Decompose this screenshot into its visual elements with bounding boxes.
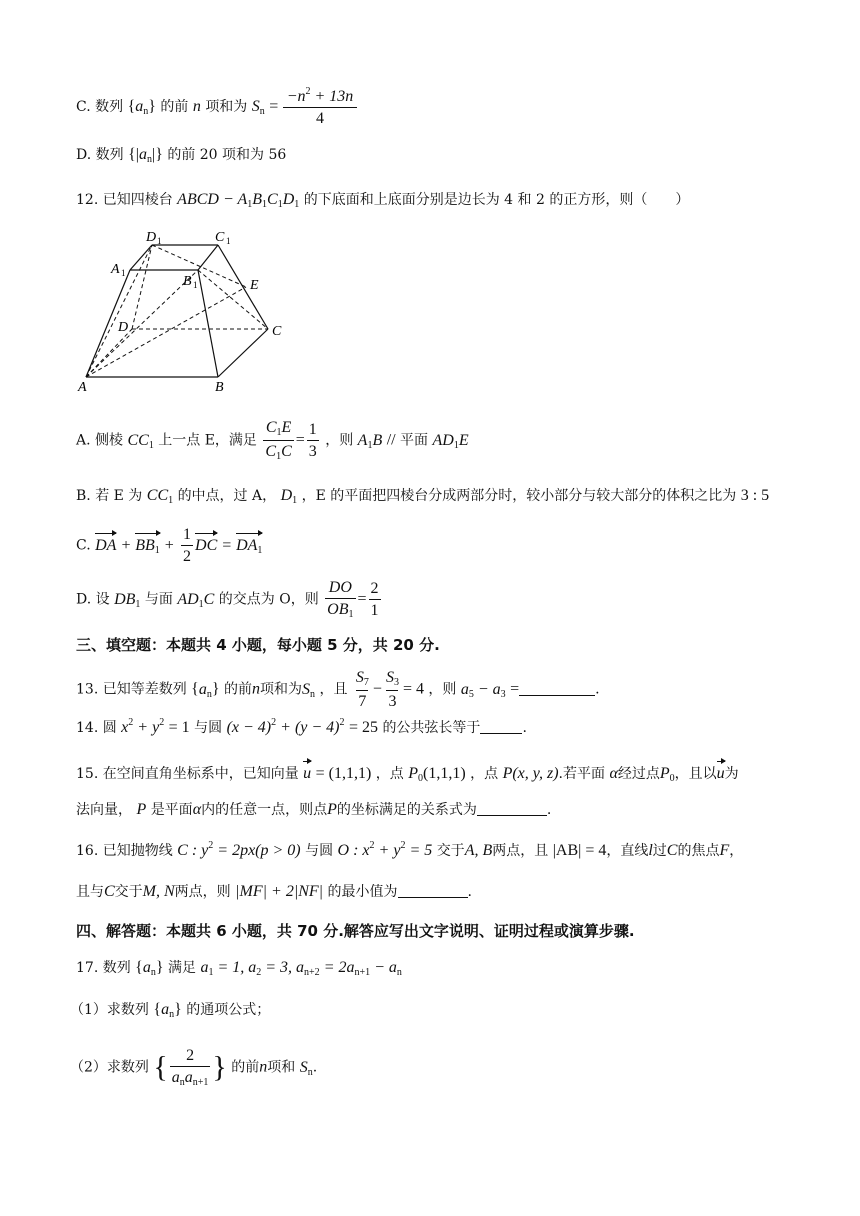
svg-text:1: 1	[226, 236, 231, 246]
q12-stem: 12. 已知四棱台 ABCD − $A_1B_1C_1D_1$ 的下底面和上底面分别是边长为 4 和 2 的正方形，则（ ）	[76, 191, 690, 210]
label-C1: C	[215, 230, 225, 245]
label-A1: A	[111, 262, 120, 277]
svg-text:1: 1	[121, 268, 126, 278]
q15-line-2: 法向量， P 是平面α内的任意一点，则点P的坐标满足的关系式为 .	[76, 801, 552, 818]
svg-text:1: 1	[193, 280, 198, 290]
q13-answer-blank[interactable]	[519, 695, 595, 696]
q12-option-c: C. DA + $BB_1$ + $\frac{1}{2}$ DC = $DA_1$	[76, 526, 263, 566]
q12-option-d: D. 设 $DB_1$ 与面 $AD_1C$ 的交点为 O，则 $\frac{DO}{OB_1}$ = $\frac{2}{1}$	[76, 579, 379, 621]
section-3-heading: 三、填空题：本题共 4 小题，每小题 5 分，共 20 分.	[76, 636, 440, 654]
q17-stem: 17. 数列 $\{a_n\}$ 满足 $a_1 = 1$, $a_2 = 3$, $a_{n+2} = 2a_{n+1} - a_n$	[76, 959, 402, 978]
q13: 13. 已知等差数列 $\{a_n\}$ 的前n项和为$S_n$ ，且 $\frac{S_7}{7}$ − $\frac{S_3}{3}$ = 4 ，则 $a_5 - a_3$ = .	[76, 669, 600, 710]
q11-option-c: C. 数列 $\{a_n\}$ 的前 n 项和为 $S_n$ = $\frac{-n^2 + 13n}{4}$	[76, 86, 357, 128]
q15-answer-blank[interactable]	[477, 815, 547, 816]
svg-text:1: 1	[157, 236, 162, 246]
label-E: E	[250, 278, 259, 293]
q15-line-1: 15. 在空间直角坐标系中，已知向量 u = (1,1,1) ，点 $P_0(1,1,1)$ ，点 P(x, y, z).若平面 α经过点$P_0$，且以u为	[76, 760, 739, 785]
q16-line-2: 且与C交于M, N两点，则 |MF| + 2|NF| 的最小值为 .	[76, 883, 472, 900]
q11-option-d: D. 数列 $\{|a_n|\}$ 的前 20 项和为 56	[76, 146, 287, 165]
q12-option-a: A. 侧棱 $CC_1$ 上一点 E，满足 $\frac{C_1E}{C_1C}$ = $\frac{1}{3}$ ，则 $A_1B$ // 平面 $AD_1E$	[76, 419, 469, 462]
frustum-figure	[70, 225, 300, 400]
q17-part-2: （2）求数列 { $\frac{2}{a_na_{n+1}}$ } 的前n项和 $S_n$.	[70, 1047, 318, 1089]
label-C: C	[272, 324, 282, 339]
label-B1: B	[183, 274, 192, 289]
label-D: D	[118, 320, 129, 335]
q16-line-1: 16. 已知抛物线 C : $y^2 = 2px(p > 0)$ 与圆 O : $x^2 + y^2 = 5$ 交于A, B两点，且 |AB| = 4，直线l过C的焦点F，	[76, 840, 744, 859]
q12-option-b: B. 若 E 为 $CC_1$ 的中点，过 A， $D_1$ ，E 的平面把四棱台分成两部分时，较小部分与较大部分的体积之比为 3 : 5	[76, 487, 770, 506]
q14-answer-blank[interactable]	[480, 733, 522, 734]
q14: 14. 圆 $x^2 + y^2 = 1$ 与圆 $(x - 4)^2 + (y - 4)^2 = 25$ 的公共弦长等于 .	[76, 717, 527, 736]
section-4-heading: 四、解答题：本题共 6 小题，共 70 分.解答应写出文字说明、证明过程或演算步骤.	[76, 922, 635, 940]
label-B: B	[215, 380, 224, 395]
q16-answer-blank[interactable]	[398, 897, 468, 898]
q17-part-1: （1）求数列 $\{a_n\}$ 的通项公式；	[70, 1001, 271, 1020]
label-D1: D	[146, 230, 157, 245]
label-A: A	[78, 380, 87, 395]
